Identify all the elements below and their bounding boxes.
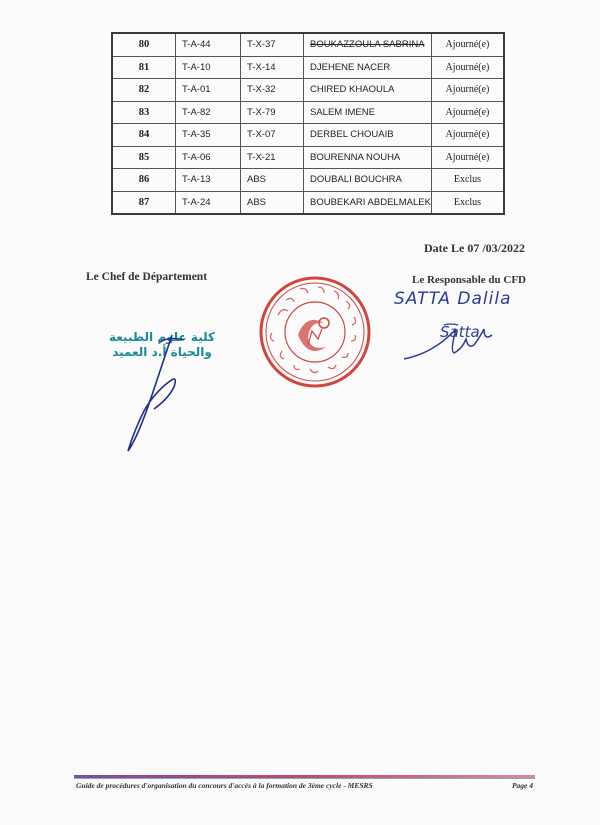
- code-a-cell-text: T-A-01: [182, 84, 211, 96]
- code-a-cell-text: T-A-44: [182, 39, 211, 51]
- status-cell-text: Ajourné(e): [445, 129, 490, 141]
- candidate-name-cell-text: CHIRED KHAOULA: [310, 84, 395, 96]
- table-row: [112, 169, 504, 192]
- code-x-cell: [241, 56, 304, 79]
- status-cell-text: Ajourné(e): [445, 106, 490, 118]
- candidate-name-cell-text: BOUKAZZOULA SABRINA: [310, 39, 425, 51]
- code-a-cell-text: T-A-82: [182, 106, 211, 118]
- status-cell: [431, 146, 504, 169]
- status-cell: [431, 101, 504, 124]
- candidate-name-cell-text: DJEHENE NACER: [310, 61, 391, 73]
- candidate-name-cell: [304, 124, 432, 147]
- status-cell-text: Exclus: [453, 196, 482, 208]
- code-a-cell: [176, 56, 241, 79]
- candidate-name-cell: [304, 56, 432, 79]
- code-a-cell: [176, 191, 241, 214]
- candidate-name-cell: [304, 79, 432, 102]
- table-row: [112, 56, 504, 79]
- table-row: [112, 124, 504, 147]
- results-table-body: [112, 33, 504, 214]
- responsable-cfd-label: Le Responsable du CFD: [412, 274, 526, 286]
- status-cell: [431, 191, 504, 214]
- candidate-name-cell: [304, 146, 432, 169]
- rank-cell: [112, 124, 176, 147]
- code-a-cell-text: T-A-24: [182, 196, 211, 208]
- rank-cell: [112, 33, 176, 56]
- code-a-cell: [176, 33, 241, 56]
- rank-cell-text: 85: [138, 151, 150, 163]
- signature-left-icon: [120, 330, 210, 455]
- code-a-cell-text: T-A-06: [182, 151, 211, 163]
- status-cell-text: Ajourné(e): [445, 61, 490, 73]
- rank-cell: [112, 191, 176, 214]
- table-row: [112, 79, 504, 102]
- candidate-name-cell: [304, 101, 432, 124]
- rank-cell-text: 81: [138, 61, 150, 73]
- rank-cell: [112, 56, 176, 79]
- code-x-cell-text: T-X-21: [247, 151, 276, 163]
- code-x-cell: [241, 33, 304, 56]
- signature-right-icon: [400, 305, 510, 365]
- code-x-cell: [241, 146, 304, 169]
- results-table: [111, 32, 505, 215]
- candidate-name-cell-text: DOUBALI BOUCHRA: [310, 174, 402, 186]
- candidate-name-cell-text: BOUBEKARI ABDELMALEK: [310, 196, 431, 208]
- table-row: [112, 191, 504, 214]
- status-cell: [431, 79, 504, 102]
- code-x-cell: [241, 79, 304, 102]
- code-a-cell: [176, 101, 241, 124]
- status-cell: [431, 33, 504, 56]
- rank-cell-text: 83: [138, 106, 150, 118]
- rank-cell: [112, 101, 176, 124]
- rank-cell-text: 87: [138, 196, 150, 208]
- code-x-cell-text: ABS: [247, 196, 267, 208]
- candidate-name-cell: [304, 191, 432, 214]
- code-a-cell: [176, 146, 241, 169]
- status-cell: [431, 169, 504, 192]
- rank-cell-text: 86: [138, 174, 150, 186]
- candidate-name-cell-text: BOURENNA NOUHA: [310, 151, 401, 163]
- code-x-cell: [241, 101, 304, 124]
- signature-right-text: Satta: [440, 323, 480, 341]
- rank-cell-text: 82: [138, 84, 150, 96]
- status-cell-text: Ajourné(e): [445, 151, 490, 163]
- code-a-cell: [176, 124, 241, 147]
- page-number: Page 4: [511, 781, 533, 790]
- rank-cell-text: 84: [138, 129, 150, 141]
- code-x-cell: [241, 169, 304, 192]
- footer-text: Guide de procédures d'organisation du concours d'accès à la formation de 3ème cycle - MESRS: [76, 781, 373, 790]
- code-a-cell: [176, 169, 241, 192]
- rank-cell: [112, 169, 176, 192]
- code-a-cell-text: T-A-10: [182, 61, 211, 73]
- official-seal-icon: [258, 275, 373, 390]
- code-x-cell-text: T-X-37: [247, 39, 276, 51]
- candidate-name-cell-text: SALEM IMENE: [310, 106, 375, 118]
- handwritten-name: SATTA Dalila: [394, 289, 512, 309]
- table-row: [112, 101, 504, 124]
- code-x-cell-text: T-X-14: [247, 61, 276, 73]
- page-footer: [74, 775, 535, 793]
- status-cell-text: Exclus: [453, 174, 482, 186]
- code-x-cell-text: ABS: [247, 174, 267, 186]
- chef-departement-label: Le Chef de Département: [86, 271, 208, 283]
- rank-cell: [112, 79, 176, 102]
- code-a-cell: [176, 79, 241, 102]
- candidate-name-cell: [304, 33, 432, 56]
- code-x-cell-text: T-X-79: [247, 106, 276, 118]
- code-x-cell: [241, 191, 304, 214]
- faculty-stamp-text: كلية علوم الطبيعة والحياة أ.د العميد: [109, 330, 215, 359]
- code-x-cell-text: T-X-07: [247, 129, 276, 141]
- status-cell: [431, 124, 504, 147]
- date-line: Date Le 07 /03/2022: [424, 241, 525, 255]
- status-cell-text: Ajourné(e): [445, 84, 490, 96]
- rank-cell: [112, 146, 176, 169]
- table-row: [112, 33, 504, 56]
- candidate-name-cell: [304, 169, 432, 192]
- code-a-cell-text: T-A-13: [182, 174, 211, 186]
- rank-cell-text: 80: [138, 39, 150, 51]
- candidate-name-cell-text: DERBEL CHOUAIB: [310, 129, 394, 141]
- code-x-cell: [241, 124, 304, 147]
- table-row: [112, 146, 504, 169]
- code-x-cell-text: T-X-32: [247, 84, 276, 96]
- status-cell: [431, 56, 504, 79]
- code-a-cell-text: T-A-35: [182, 129, 211, 141]
- footer-rule-secondary: [74, 778, 535, 779]
- status-cell-text: Ajourné(e): [445, 39, 490, 51]
